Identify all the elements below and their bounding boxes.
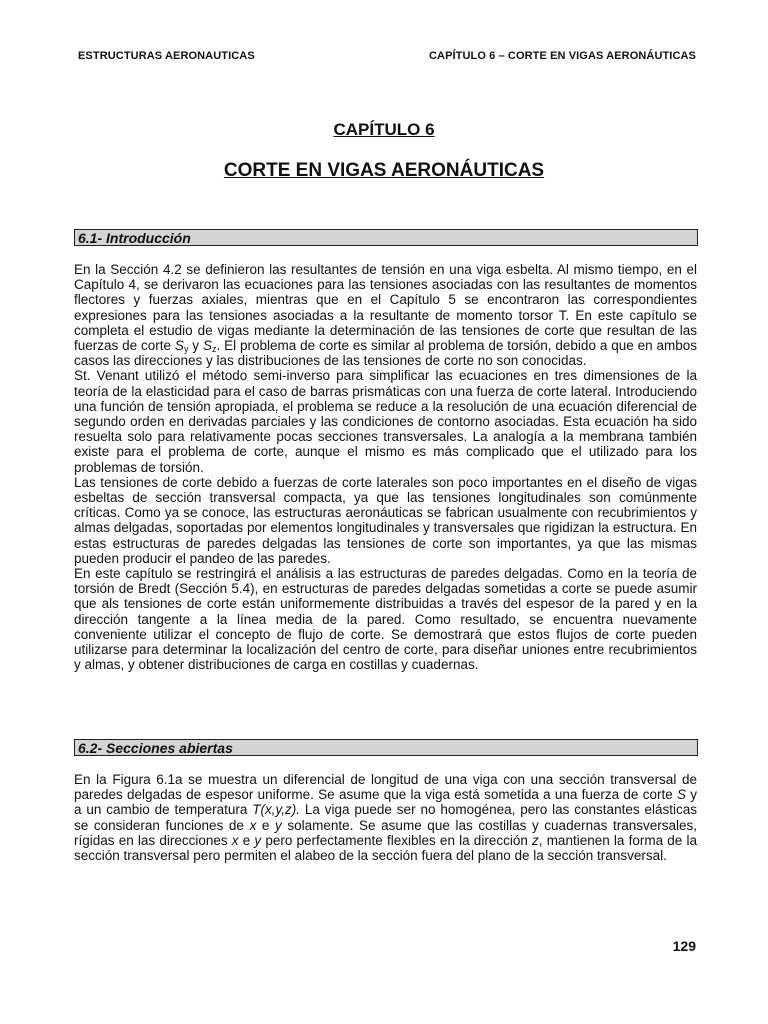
paragraph: St. Venant utilizó el método semi-inverso para simplificar las ecuaciones en tres dimensiones de la teoría de la elasticidad para el caso de barras prismáticas con una fuerza de corte lateral. Introduciendo una función de tensión apropiada, el problema se reduce a la resolución de una ecuación diferencial de segundo orden en derivadas parciales y las condiciones de contorno asociadas. Esta ecuación ha sido resuelta solo para relativamente pocas secciones transversales. La analogía a la membrana también existe para el problema de corte, aunque el mismo es más complicado que el utilizado para los problemas de torsión.	[74, 368, 697, 475]
variable: y	[275, 817, 282, 833]
text-run: . El problema de corte es similar al problema de torsión, debido a que en ambos casos las direcciones y las distribuciones de las tensiones de corte no son conocidas.	[74, 338, 697, 369]
variable: S	[202, 338, 212, 354]
text-run: e	[256, 817, 276, 833]
subscript: z	[211, 344, 217, 355]
section-body-secciones-abiertas	[74, 772, 697, 863]
paragraph: En este capítulo se restringirá el análisis a las estructuras de paredes delgadas. Como en la teoría de torsión de Bredt (Sección 5.4), en estructuras de paredes delgadas sometidas a corte se puede asumir que als tensiones de corte están uniformemente distribuidas a través del espesor de la pared y en la dirección tangente a la línea media de la pared. Como resultado, se encuentra nuevamente conveniente utilizar el concepto de flujo de corte. Se demostrará que estos flujos de corte pueden utilizarse para determinar la localización del centro de corte, para diseñar uniones entre recubrimientos y almas, y obtener distribuciones de carga en costillas y cuadernas.	[74, 566, 697, 673]
variable: y	[254, 832, 262, 848]
subscript: y	[183, 344, 189, 355]
section-heading-introduccion: 6.1- Introducción	[74, 229, 698, 246]
section-heading-secciones-abiertas: 6.2- Secciones abiertas	[74, 739, 698, 756]
variable: x	[231, 832, 239, 848]
variable: T(x,y,z).	[252, 802, 300, 818]
chapter-number: CAPÍTULO 6	[333, 120, 435, 139]
variable: z	[532, 832, 539, 848]
variable: x	[249, 817, 257, 833]
header-book-title: ESTRUCTURAS AERONAUTICAS	[78, 50, 255, 62]
section-body-introduccion	[74, 262, 697, 672]
header-chapter-title: CAPÍTULO 6 – CORTE EN VIGAS AERONÁUTICAS	[428, 50, 696, 62]
paragraph: Las tensiones de corte debido a fuerzas de corte laterales son poco importantes en el diseño de vigas esbeltas de sección transversal compacta, ya que las tensiones longitudinales son comúnmente críticas. Como ya se conoce, las estructuras aeronáuticas se fabrican usualmente con recubrimientos y almas delgadas, soportadas por elementos longitudinales y transversales que rigidizan la estructura. En estas estructuras de paredes delgadas las tensiones de corte son importantes, ya que las mismas pueden producir el pandeo de las paredes.	[74, 474, 697, 566]
paragraph	[74, 262, 697, 368]
text-run: y a un cambio de temperatura	[74, 787, 697, 818]
text-run: y	[188, 338, 203, 354]
text-run: pero perfectamente flexibles en la dirección	[261, 832, 533, 848]
text-run: , mantienen la forma de la sección transversal pero permiten el alabeo de la sección fuera del plano de la sección transversal.	[74, 832, 697, 864]
variable: S	[676, 787, 686, 803]
paragraph	[74, 772, 697, 863]
chapter-title: CORTE EN VIGAS AERONÁUTICAS	[223, 160, 545, 181]
text-run: En la Sección 4.2 se definieron las resultantes de tensión en una viga esbelta. Al mismo tiempo, en el Capítulo 4, se derivaron las ecuaciones para las tensiones asociadas con las resultantes de momentos flectores y fuerzas axiales, mientras que en el Capítulo 5 se encontraron las correspondientes expresiones para las tensiones asociadas a la resultante de momento torsor T. En este capítulo se completa el estudio de vigas mediante la determinación de las tensiones de corte que resultan de las fuerzas de corte	[74, 262, 697, 354]
text-run: solamente. Se asume que las costillas y cuadernas transversales, rígidas en las direcciones	[74, 817, 697, 848]
variable: S	[174, 338, 184, 354]
running-header	[78, 50, 696, 62]
text-run: En la Figura 6.1a se muestra un diferencial de longitud de una viga con una sección transversal de paredes delgadas de espesor uniforme. Se asume que la viga está sometida a una fuerza de corte	[74, 772, 697, 803]
text-run: e	[238, 832, 255, 848]
text-run: La viga puede ser no homogénea, pero las constantes elásticas se consideran funciones de	[74, 802, 697, 833]
page-number: 129	[672, 938, 696, 954]
